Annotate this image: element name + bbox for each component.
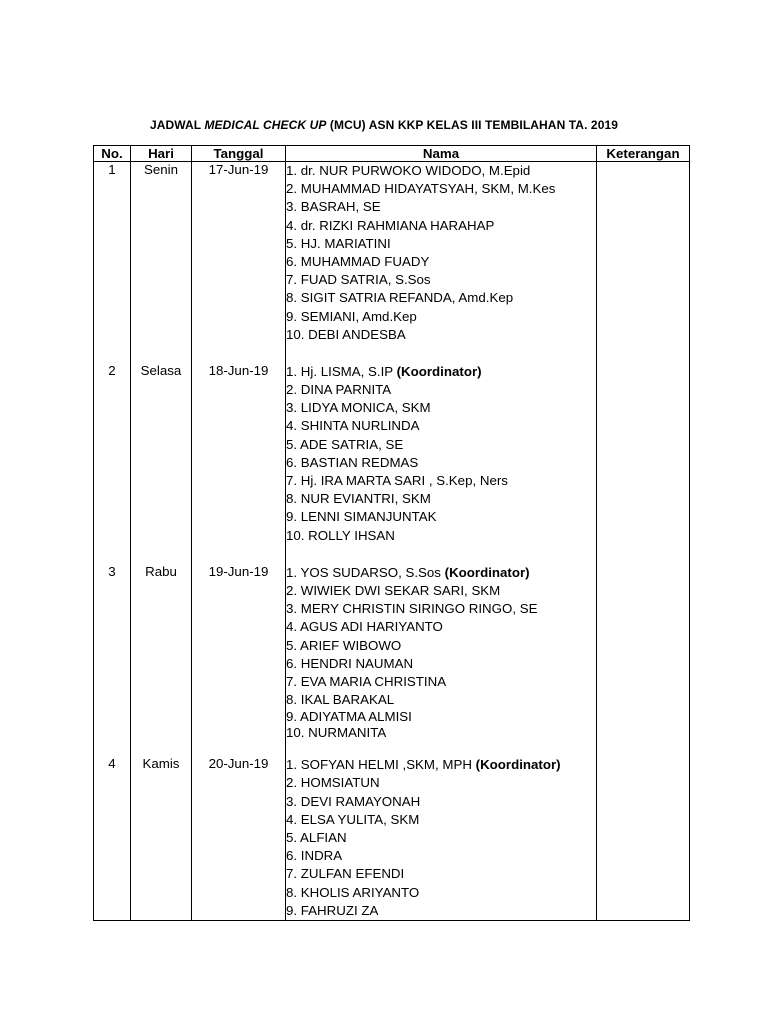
table-row xyxy=(94,756,690,920)
name-item xyxy=(286,399,596,417)
name-text: 6. BASTIAN REDMAS xyxy=(286,454,419,470)
row-names xyxy=(286,162,597,363)
name-item xyxy=(286,271,596,289)
row-keterangan xyxy=(597,162,690,363)
name-text: 2. DINA PARNITA xyxy=(286,382,392,398)
row-keterangan xyxy=(597,756,690,920)
name-item xyxy=(286,793,596,811)
name-item xyxy=(286,673,596,691)
header-nama: Nama xyxy=(286,146,597,162)
schedule-table xyxy=(93,145,690,921)
name-text: 3. DEVI RAMAYONAH xyxy=(286,793,421,809)
row-names xyxy=(286,756,597,920)
name-item xyxy=(286,564,596,582)
header-no: No. xyxy=(94,146,131,162)
name-text: 4. SHINTA NURLINDA xyxy=(286,418,420,434)
name-item xyxy=(286,235,596,253)
table-row xyxy=(94,564,690,757)
name-text: 7. ZULFAN EFENDI xyxy=(286,866,405,882)
name-text: 7. EVA MARIA CHRISTINA xyxy=(286,673,447,689)
row-keterangan xyxy=(597,363,690,564)
name-item xyxy=(286,811,596,829)
group-spacer xyxy=(286,545,596,564)
name-text: 5. HJ. MARIATINI xyxy=(286,235,391,251)
name-item xyxy=(286,829,596,847)
name-text: 1. Hj. LISMA, S.IP xyxy=(286,363,397,379)
name-text: 8. IKAL BARAKAL xyxy=(286,692,395,708)
name-item xyxy=(286,847,596,865)
row-day: Senin xyxy=(131,162,192,363)
row-day: Selasa xyxy=(131,363,192,564)
row-keterangan xyxy=(597,564,690,757)
name-item xyxy=(286,527,596,545)
name-item xyxy=(286,756,596,774)
name-item xyxy=(286,180,596,198)
table-row xyxy=(94,162,690,363)
name-item xyxy=(286,308,596,326)
name-text: 5. ADE SATRIA, SE xyxy=(286,436,404,452)
group-spacer xyxy=(286,344,596,363)
name-text: 7. Hj. IRA MARTA SARI , S.Kep, Ners xyxy=(286,473,508,488)
header-keterangan: Keterangan xyxy=(597,146,690,162)
name-text: 6. HENDRI NAUMAN xyxy=(286,655,414,671)
name-text: 6. MUHAMMAD FUADY xyxy=(286,253,430,269)
row-number: 4 xyxy=(94,756,131,920)
name-item xyxy=(286,381,596,399)
name-item xyxy=(286,217,596,235)
name-item xyxy=(286,162,596,180)
coordinator-label: (Koordinator) xyxy=(475,757,561,773)
row-day: Rabu xyxy=(131,564,192,757)
name-text: 4. ELSA YULITA, SKM xyxy=(286,811,420,827)
name-item xyxy=(286,326,596,344)
row-day: Kamis xyxy=(131,756,192,920)
name-item xyxy=(286,436,596,454)
row-date: 19-Jun-19 xyxy=(192,564,286,757)
name-item xyxy=(286,198,596,216)
name-text: 9. LENNI SIMANJUNTAK xyxy=(286,509,437,525)
row-number: 2 xyxy=(94,363,131,564)
name-item xyxy=(286,582,596,600)
name-text: 3. MERY CHRISTIN SIRINGO RINGO, SE xyxy=(286,601,538,617)
name-text: 10. NURMANITA xyxy=(286,724,387,740)
name-text: 9. SEMIANI, Amd.Kep xyxy=(286,308,417,324)
name-item xyxy=(286,691,596,709)
name-text: 3. BASRAH, SE xyxy=(286,199,381,215)
name-text: 9. FAHRUZI ZA xyxy=(286,902,379,918)
name-item xyxy=(286,637,596,655)
row-number: 3 xyxy=(94,564,131,757)
title-prefix: JADWAL xyxy=(149,118,205,132)
name-text: 2. WIWIEK DWI SEKAR SARI, SKM xyxy=(286,582,501,598)
table-row xyxy=(94,363,690,564)
name-item xyxy=(286,454,596,472)
row-names xyxy=(286,564,597,757)
name-text: 8. SIGIT SATRIA REFANDA, Amd.Kep xyxy=(286,290,514,306)
coordinator-label: (Koordinator) xyxy=(396,363,482,379)
name-text: 1. SOFYAN HELMI ,SKM, MPH xyxy=(286,757,476,773)
name-item xyxy=(286,490,596,508)
name-text: 2. MUHAMMAD HIDAYATSYAH, SKM, M.Kes xyxy=(286,181,556,197)
name-item xyxy=(286,363,596,381)
name-text: 8. KHOLIS ARIYANTO xyxy=(286,884,420,900)
table-header-row xyxy=(94,146,690,162)
name-text: 10. DEBI ANDESBA xyxy=(286,326,406,342)
group-spacer xyxy=(286,740,596,756)
row-date: 17-Jun-19 xyxy=(192,162,286,363)
row-date: 18-Jun-19 xyxy=(192,363,286,564)
name-text: 10. ROLLY IHSAN xyxy=(286,527,395,543)
name-text: 3. LIDYA MONICA, SKM xyxy=(286,400,431,416)
name-item xyxy=(286,600,596,618)
name-item xyxy=(286,289,596,307)
name-text: 6. INDRA xyxy=(286,848,343,864)
row-date: 20-Jun-19 xyxy=(192,756,286,920)
name-item xyxy=(286,618,596,636)
name-text: 5. ARIEF WIBOWO xyxy=(286,637,402,653)
title-italic: MEDICAL CHECK UP xyxy=(204,118,327,132)
schedule-body xyxy=(94,162,690,921)
name-text: 4. AGUS ADI HARIYANTO xyxy=(286,619,443,635)
row-number: 1 xyxy=(94,162,131,363)
name-item xyxy=(286,774,596,792)
header-hari: Hari xyxy=(131,146,192,162)
name-text: 7. FUAD SATRIA, S.Sos xyxy=(286,272,431,288)
document-title xyxy=(0,118,768,132)
coordinator-label: (Koordinator) xyxy=(444,564,530,580)
name-text: 9. ADIYATMA ALMISI xyxy=(286,709,412,725)
name-item xyxy=(286,508,596,526)
name-item xyxy=(286,902,596,920)
header-tanggal: Tanggal xyxy=(192,146,286,162)
name-item xyxy=(286,655,596,673)
title-suffix: (MCU) ASN KKP KELAS III TEMBILAHAN TA. 2019 xyxy=(326,118,619,132)
name-item xyxy=(286,725,596,741)
name-item xyxy=(286,253,596,271)
name-text: 2. HOMSIATUN xyxy=(286,775,380,791)
name-item xyxy=(286,417,596,435)
name-text: 8. NUR EVIANTRI, SKM xyxy=(286,491,431,507)
name-item xyxy=(286,709,596,725)
name-text: 5. ALFIAN xyxy=(286,830,347,845)
name-item xyxy=(286,865,596,883)
name-item xyxy=(286,472,596,490)
name-text: 4. dr. RIZKI RAHMIANA HARAHAP xyxy=(286,217,495,233)
name-text: 1. dr. NUR PURWOKO WIDODO, M.Epid xyxy=(286,163,531,178)
name-item xyxy=(286,884,596,902)
name-text: 1. YOS SUDARSO, S.Sos xyxy=(286,564,445,580)
row-names xyxy=(286,363,597,564)
